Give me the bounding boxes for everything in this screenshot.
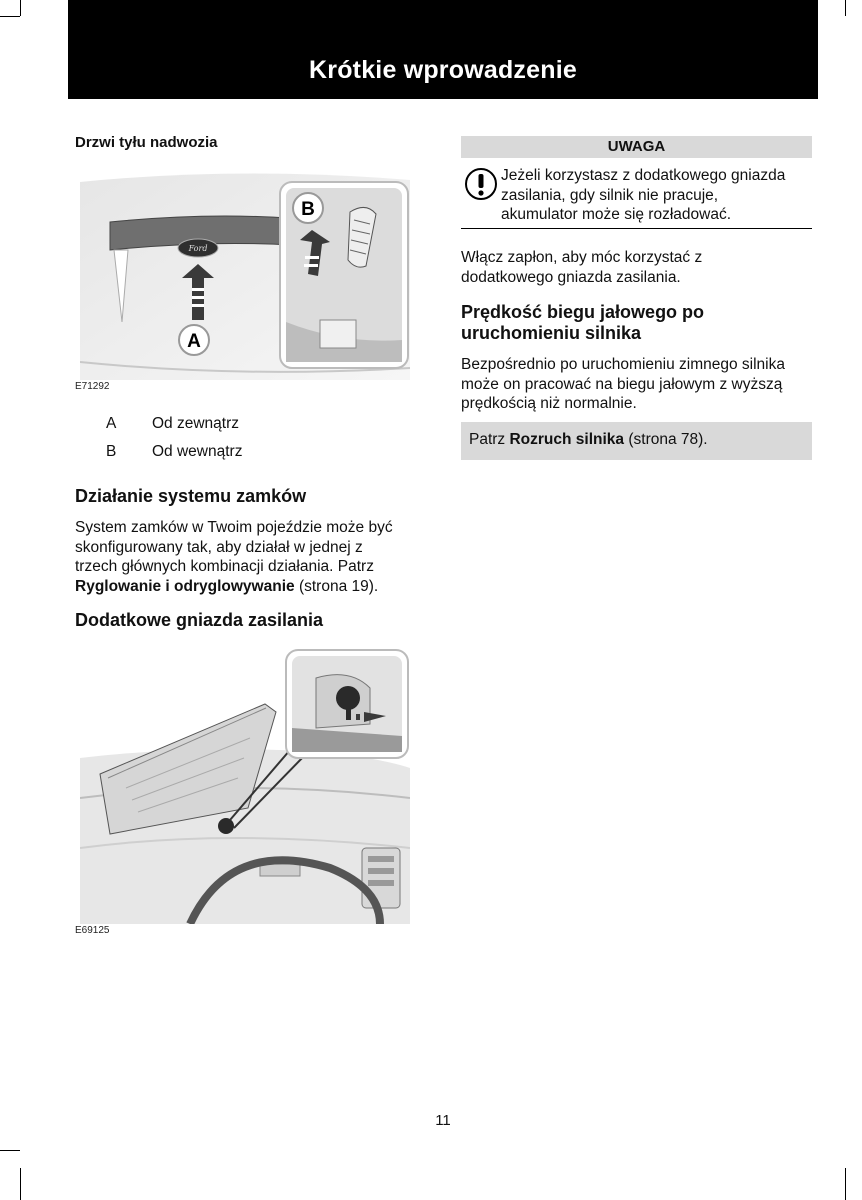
page-title: Krótkie wprowadzenie [309,56,577,84]
text-line: Jeżeli korzystasz z dodatkowego gniazda [501,167,786,184]
callout-a-label: A [187,331,201,352]
page-reference: (strona 78). [624,431,708,448]
legend-key: A [106,415,117,432]
figure-code: E71292 [75,381,110,392]
ignition-paragraph [461,248,816,287]
text-line: zasilania, gdy silnik nie pracuje, [501,186,719,204]
locking-paragraph [75,518,435,596]
see-also-box [461,422,812,460]
text-line: prędkością niż normalnie. [461,395,637,412]
crop-mark [20,0,21,16]
warning-box [461,164,812,229]
rear-door-figure [80,172,410,380]
locking-heading: Działanie systemu zamków [75,486,307,506]
cross-reference-link[interactable]: Rozruch silnika [509,431,625,448]
see-also-prefix: Patrz [469,431,510,448]
dashboard-illustration [80,648,410,924]
exclamation-icon [464,167,498,201]
text-line: dodatkowego gniazda zasilania. [461,268,681,286]
warning-heading: UWAGA [461,136,812,158]
idle-speed-paragraph [461,355,821,414]
legend-value: Od zewnątrz [152,415,240,432]
page-reference: (strona 19). [294,577,379,595]
text-line: akumulator może się rozładować. [501,206,732,223]
svg-text:Ford: Ford [188,244,208,253]
callout-b-label: B [301,199,315,220]
warning-text [501,166,813,225]
crop-mark [0,1150,20,1151]
power-socket-figure [80,648,410,924]
heading-line: Prędkość biegu jałowego po [461,302,705,322]
text-line: System zamków w Twoim pojeździe może być [75,519,393,536]
page-header [68,0,818,99]
text-line: trzech głównych kombinacji działania. Patrz [75,558,374,575]
legend-value: Od wewnątrz [152,443,243,460]
power-sockets-heading: Dodatkowe gniazda zasilania [75,610,324,630]
crop-mark [0,16,20,17]
crop-mark [20,1168,21,1200]
heading-line: uruchomieniu silnika [461,323,642,343]
text-line: Włącz zapłon, aby móc korzystać z [461,249,703,266]
page-number: 11 [435,1112,451,1129]
figure-code: E69125 [75,925,110,936]
see-also-text [469,431,708,449]
text-line: skonfigurowany tak, aby działał w jednej z [75,538,363,556]
crop-mark [845,0,846,16]
rear-door-illustration [80,172,410,380]
crop-mark [845,1168,846,1200]
text-line: może on pracować na biegu jałowym z wyższą [461,375,783,393]
idle-speed-heading [461,302,704,344]
text-line: Bezpośrednio po uruchomieniu zimnego silnika [461,356,785,373]
legend-key: B [106,443,117,460]
rear-door-heading: Drzwi tyłu nadwozia [75,134,218,151]
cross-reference-link[interactable]: Ryglowanie i odryglowywanie [75,577,295,595]
